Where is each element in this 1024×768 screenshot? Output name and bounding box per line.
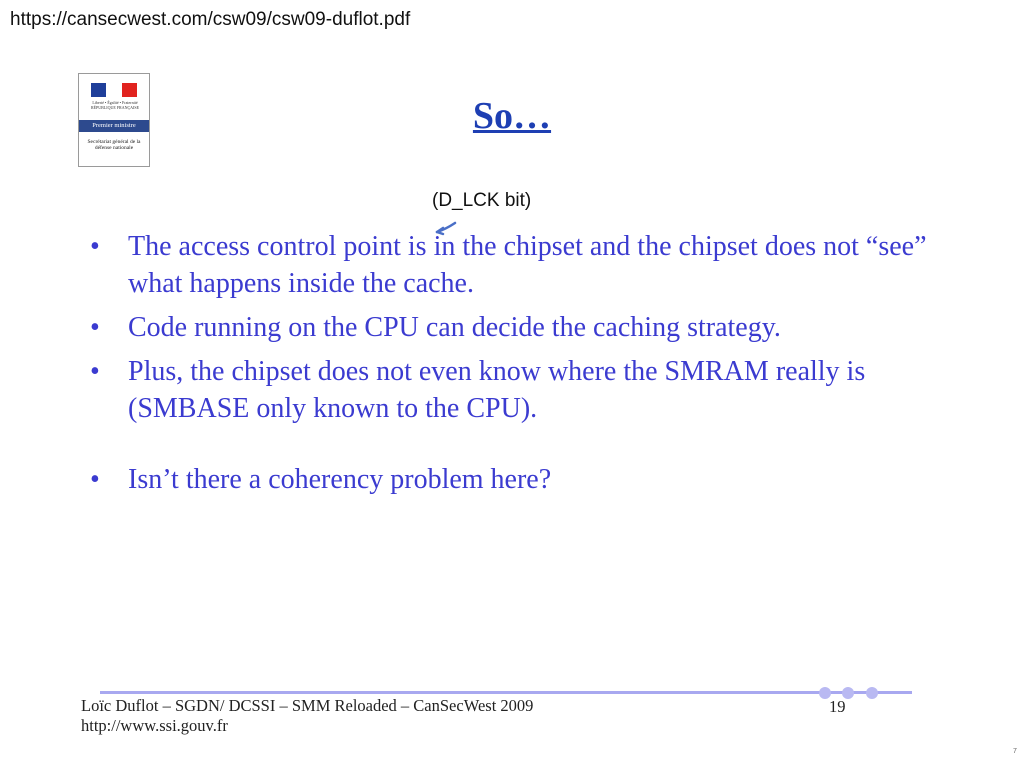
logo-subtitle: Secrétariat général de la défense nationale xyxy=(87,139,141,151)
slide-title: So… xyxy=(472,95,552,137)
list-item: • Code running on the CPU can decide the caching strategy. xyxy=(90,309,940,346)
footer-divider xyxy=(100,691,912,694)
corner-number: 7 xyxy=(1013,748,1017,755)
list-item: • Isn’t there a coherency problem here? xyxy=(90,461,940,498)
bullet-dot: • xyxy=(90,356,100,387)
bullet-dot: • xyxy=(90,464,100,495)
logo-motto: Liberté • Égalité • Fraternité RÉPUBLIQUE FRANÇAISE xyxy=(90,100,140,110)
footer-credit: Loïc Duflot – SGDN/ DCSSI – SMM Reloaded – CanSecWest 2009 xyxy=(81,696,534,715)
bullet-list xyxy=(90,228,940,505)
logo-band-text: Premier ministre xyxy=(92,122,136,129)
footer-url: http://www.ssi.gouv.fr xyxy=(81,716,228,735)
bullet-dot: • xyxy=(90,312,100,343)
list-item: • Plus, the chipset does not even know where the SMRAM really is (SMBASE only known to the CPU). xyxy=(90,353,940,427)
page-number: 19 xyxy=(829,697,846,716)
annotation-label: (D_LCK bit) xyxy=(432,190,532,211)
source-url: https://cansecwest.com/csw09/csw09-duflot.pdf xyxy=(10,9,411,30)
bullet-dot: • xyxy=(90,231,100,262)
list-item: • The access control point is in the chipset and the chipset does not “see” what happens inside the cache. xyxy=(90,228,940,302)
